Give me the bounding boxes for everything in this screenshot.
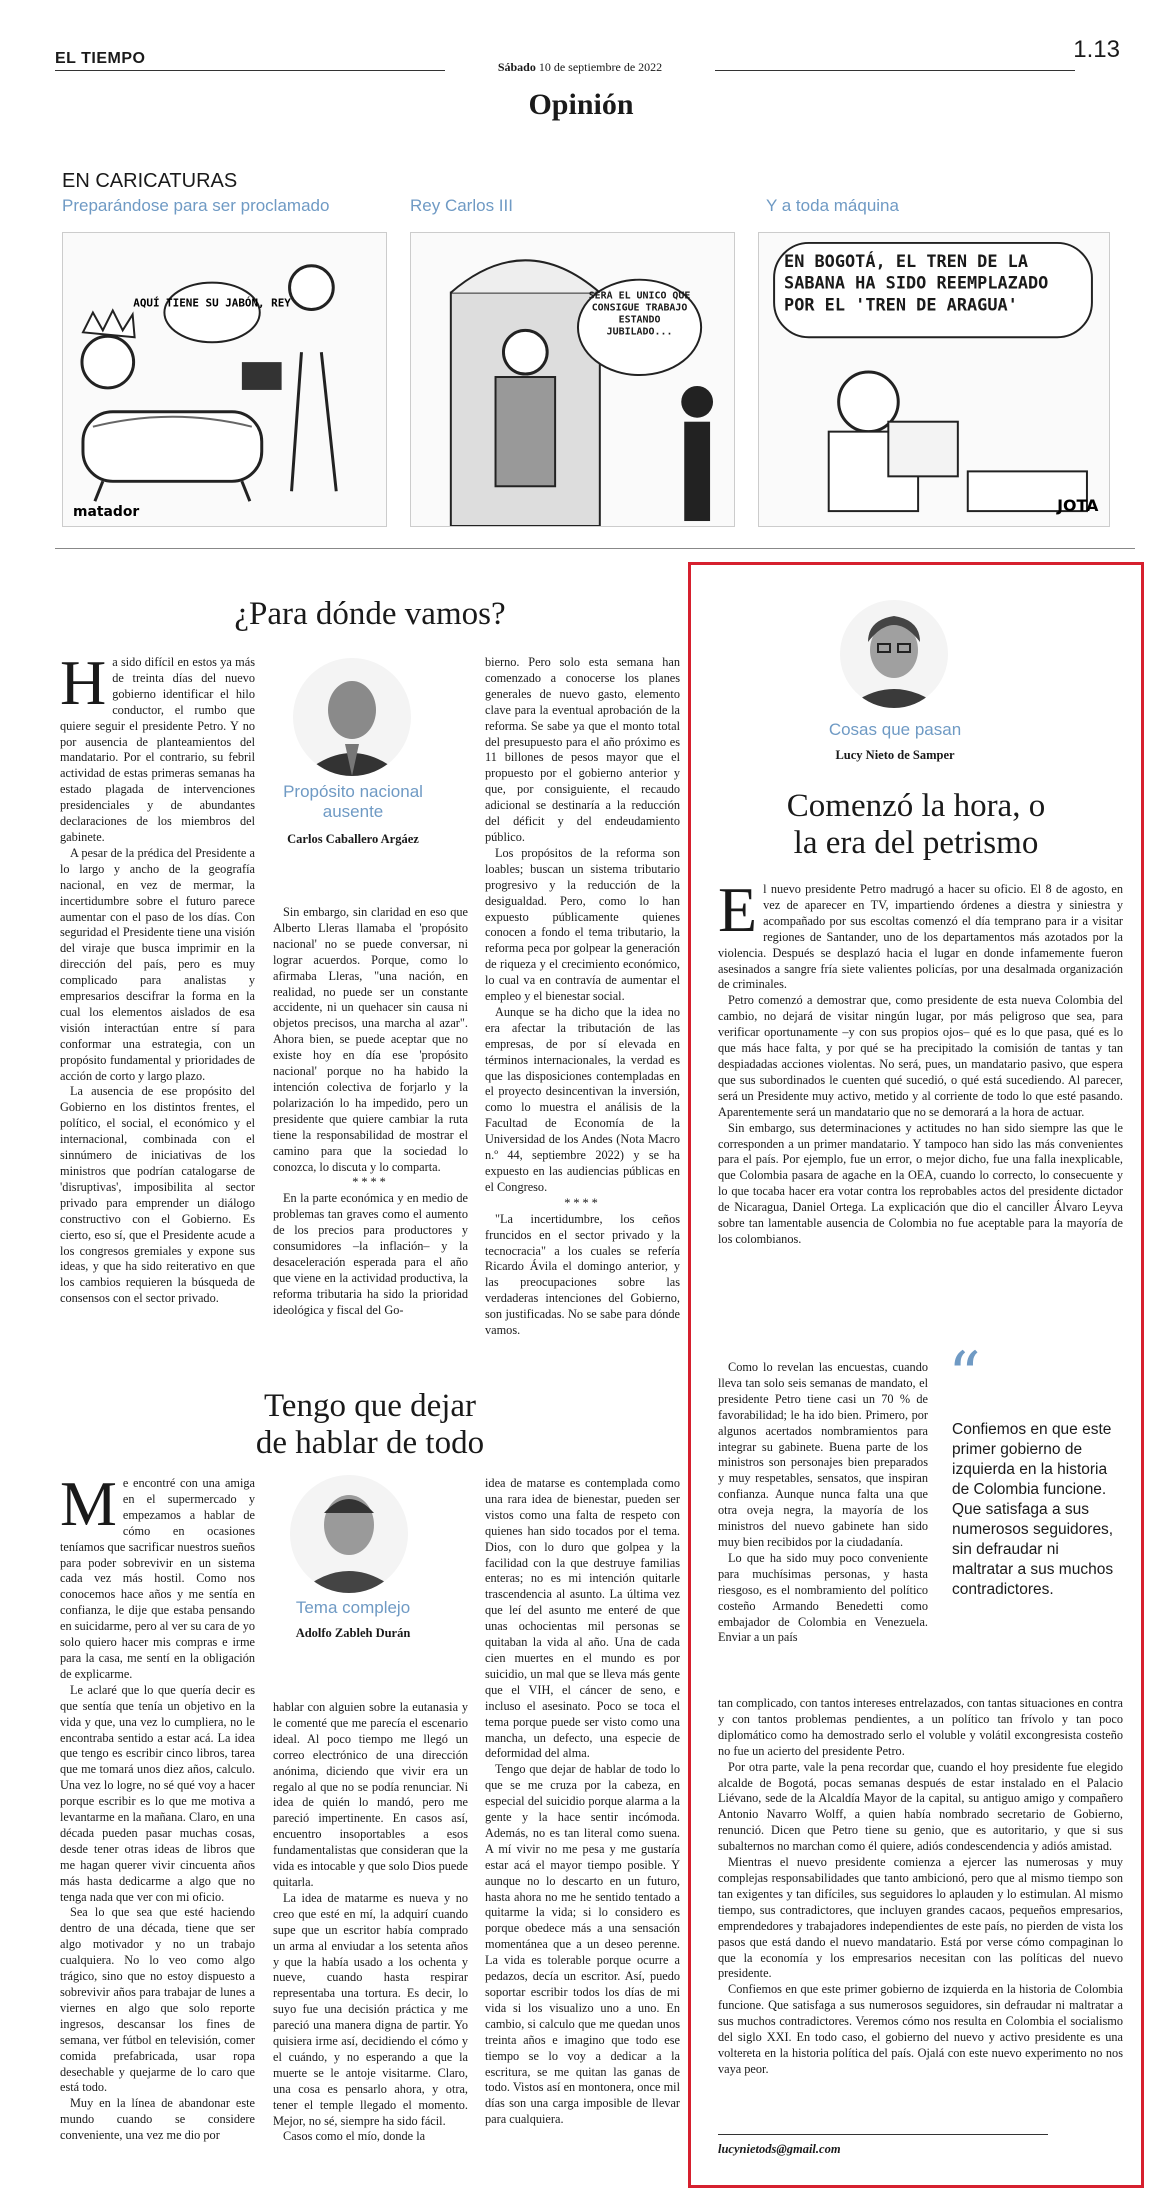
article1-author-portrait (293, 658, 411, 776)
article3-author-portrait (840, 600, 948, 708)
section-title: Opinión (528, 88, 634, 121)
article1-separator: **** (352, 1175, 389, 1190)
section-divider (55, 548, 1135, 549)
article3-paragraph: Por otra parte, vale la pena recordar que, cuando el hoy presidente fue elegido alcalde de Bogotá, pocas semanas después de estar instalado en el Palacio Liévano, sede de la Alcaldía Mayor de la capital, su antiguo amigo y compañero Antonio Navarro Wolff, a quien había nombrado secretario de Gobierno, renunció. Dicen que Petro tiene su genio, que es autoritario, y que si sus subalternos no marchan como él quiere, adiós condescendencia y adiós amistad. (718, 1759, 1123, 1854)
article2-column-1 (60, 1476, 255, 2188)
article2-paragraph: Muy en la línea de abandonar este mundo cuando se considere conveniente, una vez me dio por (60, 2096, 255, 2143)
author-email: lucynietods@gmail.com (718, 2142, 841, 2156)
article3-title-line-1: Comenzó la hora, o (786, 788, 1046, 824)
article1-column-3 (485, 655, 680, 1365)
article2-author-portrait (290, 1475, 408, 1593)
article1-column-2 (273, 905, 468, 1365)
page-number: 1.13 (1073, 36, 1120, 63)
article2-author: Adolfo Zableh Durán (295, 1626, 411, 1640)
cartoon-tren (758, 232, 1110, 527)
article3-paragraph: Sin embargo, sus determinaciones y actitudes no han sido siempre las que le corresponden a un primer mandatario. Y tampoco han sido las más convenientes para el país. Por ejemplo, fue un error, o mejor dicho, fue una falla inexplicable, que Colombia pasara de agache en la OEA, cuando lo correcto, lo consecuente y lo que tocaba hacer era votar contra los reprobables actos del presidente dictador de Nicaragua, Daniel Ortega. La explicación que dio el canciller Álvaro Leyva sobre tan lamentable ausencia de Colombia no fue aceptable para la mayoría de los colombianos. (718, 1120, 1123, 1246)
article2-title (60, 1388, 680, 1462)
cartoon-rey-carlos (410, 232, 735, 527)
cartoon-caption-2: Rey Carlos III (410, 196, 513, 215)
masthead-rule-right (715, 70, 1075, 71)
article3-paragraph: Petro comenzó a demostrar que, como presidente de esta nueva Colombia del cambio, no dejará de visitar ningún lugar, por más peligroso que sea, para verificar oportunamente –y con sus propios ojos– qué es lo que pasa, qué es lo que más hace falta, y por qué se ha precipitado la comisión de tantas y tan despiadadas acciones violentas. No será, pues, un mandatario pasivo, que espera que sus subordinados le cuenten qué sucedió, o qué está sucediendo. Al parecer, será un Presidente muy activo, metido y al corriente de todo lo que esté pasando. Aparentemente será un mandatario que no se demorará a la hora de actuar. (718, 993, 1123, 1119)
article1-paragraph: bierno. Pero solo esta semana han comenzado a conocerse los planes generales de nuevo gasto, elemento clave para la eventual aprobación de la reforma. Se sabe ya que el monto total del presupuesto para el año próximo es 11 billones de pesos mayor que el propuesto por el gobierno anterior y que, por consiguiente, el recaudo adicional se destinaría a la reducción del déficit y del endeudamiento público. (485, 655, 680, 844)
cartoon-caption-1: Preparándose para ser proclamado (62, 196, 330, 215)
dateline (480, 60, 680, 75)
article2-column-2 (273, 1700, 468, 2188)
article2-dropcap: M (60, 1476, 117, 1539)
article2-column-3 (485, 1476, 680, 2188)
article3-title (700, 788, 1132, 862)
newspaper-name: EL TIEMPO (55, 50, 146, 67)
cartoon-balloon-2: SERÁ EL ÚNICO QUE CONSIGUE TRABAJO ESTANDO JUBILADO... (588, 290, 691, 338)
article3-paragraph: tan complicado, con tantos intereses entrelazados, con tantas situaciones en contra y con tantos problemas pendientes, a un político tan frívolo y tan poco diplomático como ha demostrado serlo el voluble y volátil excongresista costeño no fue un acierto del presidente Petro. (718, 1696, 1123, 1758)
article1-paragraph: Sin embargo, sin claridad en eso que Alberto Lleras llamaba el 'propósito nacional' no se puede conversar, ni lograr acuerdos. Porque, como lo afirmaba Lleras, "una nación, en realidad, no puede ser un constante accidente, ni un quehacer sin causa ni objetos precisos, una marcha al azar". Ahora bien, se puede aceptar que no existe hoy en día ese 'propósito nacional' porque no ha habido la intención colectiva de forjarlo y la polarización lo ha impedido, pero un presidente que quiere cambiar la ruta tiene la responsabilidad de mostrar el camino para que la sociedad lo conozca, lo discuta y lo comparta. (273, 905, 468, 1174)
article3-lower-text (718, 1696, 1123, 2124)
article2-paragraph: hablar con alguien sobre la eutanasia y le comenté que me parecía el escenario ideal. Al poco tiempo me llegó un correo electrónico de una dirección anónima, diciendo que vivir era un regalo al que no se podía renunciar. Ni idea de quién lo mandó, pero me pareció impertinente. En casos así, encuentro insoportables a esos fundamentalistas que consideran que la vida es intocable y que solo Dios puede quitarla. (273, 1700, 468, 1889)
article1-paragraph: "La incertidumbre, los ceños fruncidos en el sector privado y la tecnocracia" a los cuales se refería Ricardo Ávila el domingo anterior, y las preocupaciones sobre las verdaderas intenciones del Gobierno, son justificadas. No se sabe para dónde vamos. (485, 1211, 680, 1338)
article3-upper-text (718, 882, 1123, 1338)
email-rule (718, 2134, 1048, 2135)
article3-column-name: Cosas que pasan (828, 720, 962, 739)
article1-column-1 (60, 655, 255, 1365)
article3-paragraph: l nuevo presidente Petro madrugó a hacer su oficio. El 8 de agosto, en vez de aparecer en TV, impartiendo órdenes a diestra y siniestra y acompañado por sus escoltas comenzó el día temprano para ir a visitar regiones de Santander, uno de los departamentos más azotados por la violencia. Después se desplazó hacia el lugar en donde infamemente fueron asesinados a sangre fría siete valientes policías, por una desalmada organización de criminales. (718, 882, 1123, 992)
article1-paragraph: a sido difícil en estos ya más de treinta días del nuevo gobierno identificar el hilo conductor, el rumbo que quiere seguir el presidente Petro. Y no por ausencia de planteamientos del mandatario. Por el contrario, su febril actividad de estas primeras semanas ha estado plagada de intervenciones presidenciales y de abundantes declaraciones de los miembros del gabinete. (60, 655, 255, 844)
cartoon-balloon-1: AQUÍ TIENE SU JABÓN, REY (133, 296, 291, 310)
article2-paragraph: Sea lo que sea que esté haciendo dentro de una década, tiene que ser algo motivador y no un trabajo cualquiera. No lo veo como algo trágico, sino que no estoy dispuesto a sobrevivir años para trabajar de lunes a viernes en algo que solo reporte ingresos, descansar los fines de semana, ver fútbol en televisión, comer comida prefabricada, usar ropa desechable y quejarme de lo caro que está todo. (60, 1905, 255, 2095)
caricaturas-label: EN CARICATURAS (62, 170, 238, 192)
article3-paragraph: Lo que ha sido muy poco conveniente para muchísimas personas, y hasta riesgoso, es el nombramiento del político costeño Armando Benedetti como embajador de Colombia en Venezuela. Enviar a un país (718, 1550, 928, 1645)
date-day: Sábado (497, 60, 536, 74)
article2-paragraph: Le aclaré que lo que quería decir es que sentía que tenía un objetivo en la vida y que, una vez lo cumpliera, no le encontraba sentido a estar acá. La idea que tengo es escribir cinco libros, tarea que me tomará unos diez años, calculo. Una vez lo logre, no sé qué voy a hacer porque escribir es lo que me motiva a levantarme en la mañana. Claro, en una década pueden pasar muchas cosas, desde tener otras ideas de libros que me hagan querer vivir cincuenta años más hasta dedicarme a algo que no tenga nada que ver con mi oficio. (60, 1682, 255, 1904)
article2-title-line-1: Tengo que dejar (263, 1388, 477, 1424)
pull-quote: Confiemos en que este primer gobierno de izquierda en la historia de Colombia funcione. Que satisfaga a sus numerosos seguidores, sin defraudar ni maltratar a sus muchos contradictores. (952, 1421, 1114, 1598)
article1-author: Carlos Caballero Argáez (287, 832, 419, 846)
article1-separator: **** (564, 1195, 601, 1210)
date-text: 10 de septiembre de 2022 (538, 60, 663, 74)
article2-paragraph: idea de matarse es contemplada como una rara idea de bienestar, pueden ser vistos como una falta de respeto con quienes han sido tocados por el tema. Dios, con lo duro que golpea y la facilidad con la que destruye familias enteras; no es mi intención quitarle trascendencia al asunto. La última vez que leí del asunto me enteré de que unas ochocientas mil personas se quitaban la vida al año. Una de cada cien muertes en el mundo es por suicidio, un mal que se lleva más gente que el VIH, el cáncer de seno, e incluso el asesinato. Poco se toca el tema porque puede ser visto como una mancha, un defecto, una especie de deformidad del alma. (485, 1476, 680, 1761)
article1-paragraph: A pesar de la prédica del Presidente a lo largo y ancho de la geografía nacional, en vez de mermar, la incertidumbre sobre el futuro parece aumentar con el paso de los días. Con seguridad el Presidente tiene una visión del viraje que busca imprimir en la dirección del país, pero es muy complicado para analistas y empresarios descifrar la forma en la cual los elementos aislados de esa visión interactúan entre sí para conformar una estrategia, con un propósito fundamental y prioridades de acción de corto y largo plazo. (60, 845, 255, 1083)
masthead-rule-left (55, 70, 445, 71)
article3-paragraph: Confiemos en que este primer gobierno de izquierda en la historia de Colombia funcione. Que satisfaga a sus numerosos seguidores, sin defraudar ni maltratar a sus muchos contradictores. Veremos cómo nos resulta en Colombia el socialismo del siglo XXI. En todo caso, el gobierno del nuevo y activo presidente es una voltereta en la historia política del país. Ojalá con este nuevo experimento no nos vaya peor. (718, 1982, 1123, 2076)
cartoon-caption-3: Y a toda máquina (766, 196, 899, 215)
cartoon-balloon-3: EN BOGOTÁ, EL TREN DE LA SABANA HA SIDO REEMPLAZADO POR EL 'TREN DE ARAGUA' (784, 251, 1049, 316)
cartoon-signature-3: JOTA (1057, 496, 1099, 516)
article1-title: ¿Para dónde vamos? (234, 596, 506, 632)
article1-column-name: Propósito nacional ausente (283, 782, 423, 821)
article2-title-line-2: de hablar de todo (255, 1424, 485, 1461)
article1-paragraph: La ausencia de ese propósito del Gobierno en los distintos frentes, el político, el social, el económico y el internacional, combinada con el sinnúmero de iniciativas de los ministros que podrían catalogarse de 'disruptivas', imposibilita al sector privado para emprender un diálogo constructivo con el Gobierno. Es cierto, eso sí, que el Presidente acude a los congresos gremiales y expone sus ideas, y que ha sido reiterativo en que los cambios requieren la búsqueda de consensos con el sector privado. (60, 1084, 255, 1306)
article2-paragraph: Casos como el mío, donde la (283, 2129, 426, 2144)
article2-paragraph: e encontré con una amiga en el supermercado y empezamos a hablar de cómo en ocasiones teníamos que sacrificar nuestros sueños para poder sobrevivir en un sistema cada vez más hostil. Como nos conocemos hace años y me sentía en confianza, le dije que estaba pensando en suicidarme, pero al ver su cara de yo solo quiero hacer mis compras e irme para la casa, me sentí en la obligación de explicarme. (60, 1476, 255, 1681)
article3-paragraph: Como lo revelan las encuestas, cuando lleva tan solo seis semanas de mandato, el presidente Petro tiene casi un 70 % de favorabilidad; le ha ido bien. Primero, por algunos acertados nombramientos para integrar su gabinete. Buena parte de los ministros son personajes bien preparados y muy respetables, sensatos, que inspiran confianza. Aunque nunca falta una que otra oveja negra, la mayoría de los ministros del nuevo gabinete han sido muy bien recibidos por la ciudadanía. (718, 1360, 928, 1549)
article1-paragraph: En la parte económica y en medio de problemas tan graves como el aumento de los precios para productores y consumidores –la inflación– y la desaceleración esperada para el año que viene en la actividad productiva, la reforma tributaria ha sido la prioridad ideológica y fiscal del Go- (273, 1191, 468, 1317)
article2-paragraph: La idea de matarme es nueva y no creo que esté en mí, la adquirí cuando supe que un escritor había comprado un arma al enviudar a los setenta años y que la había usado a los ochenta y nueve, cuando hasta respirar representaba una tortura. Es decir, lo suyo fue una decisión práctica y me pareció una manera digna de partir. Yo quisiera irme así, decidiendo el cómo y el cuándo, y no esperando a que la muerte se le antoje visitarme. Claro, una cosa es pensarlo ahora, y otra, tener el temple llegado el momento. Mejor, no sé, siempre ha sido fácil. (273, 1890, 468, 2128)
quote-icon: “ (948, 1339, 981, 1413)
article3-title-line-2: la era del petrismo (793, 824, 1039, 861)
article3-dropcap: E (718, 882, 758, 945)
article2-column-name: Tema complejo (295, 1598, 411, 1617)
cartoon-signature-1: matador (73, 504, 140, 521)
article3-paragraph: Mientras el nuevo presidente comienza a ejercer las numerosas y muy complejas responsabilidades que tanto ambicionó, pero que al mismo tiempo son tan exigentes y tan difíciles, sus seguidores lo aplauden y lo estimulan. Al mismo tiempo, sus contradictores, que incluyen grandes cacaos, pequeños empresarios, emprendedores y trabajadores independientes de este país, no pierden de vista los pasos que está dando el nuevo mandatario. Está por verse cómo compaginan lo que la economía y los empresarios necesitan con las políticas del nuevo presidente. (718, 1855, 1123, 1981)
article1-paragraph: Los propósitos de la reforma son loables; buscan un sistema tributario progresivo y la reducción de la desigualdad. Pero, como lo han expuesto públicamente quienes conocen a fondo el tema tributario, la reforma peca por golpear la generación de riqueza y el crecimiento económico, lo cual va en contravía de aumentar el empleo y el bienestar social. (485, 845, 680, 1004)
article2-paragraph: Tengo que dejar de hablar de todo lo que se me cruza por la cabeza, en especial del suicidio porque alarma a la gente y la hace sentir incómoda. Además, no es tan literal como suena. A mí vivir no me pesa y me gustaría estar acá el mayor tiempo posible. Y aunque no lo descarto en un futuro, hasta ahora no me he sentido tentado a quitarme la vida; si lo considero es porque obedece más a una sensación momentánea que a un deseo perenne. La vida es tolerable porque ocurre a pedazos, decía un escritor. Así, puedo soportar escribir todos los días de mi vida si los visualizo uno a uno. En cambio, si calculo que me quedan unos treinta años e imagino que todo ese tiempo se lo voy a dedicar a la escritura, se me quitan las ganas de todo. Vistos así en montonera, once mil días son una carga imposible de llevar para cualquiera. (485, 1762, 680, 2127)
article1-dropcap: H (60, 655, 107, 718)
article1-paragraph: Aunque se ha dicho que la idea no era afectar la tributación de las empresas, de por sí elevada en términos internacionales, la verdad es que las disposiciones contempladas en el proyecto desincentivan la inversión, como lo muestra el análisis de la Facultad de Economía de la Universidad de los Andes (Nota Macro n.º 44, septiembre 2022) y se ha expuesto en las audiencias públicas en el Congreso. (485, 1004, 680, 1194)
article3-author: Lucy Nieto de Samper (835, 748, 955, 762)
cartoon-king-bath (62, 232, 387, 527)
article3-narrow-column (718, 1360, 928, 1694)
